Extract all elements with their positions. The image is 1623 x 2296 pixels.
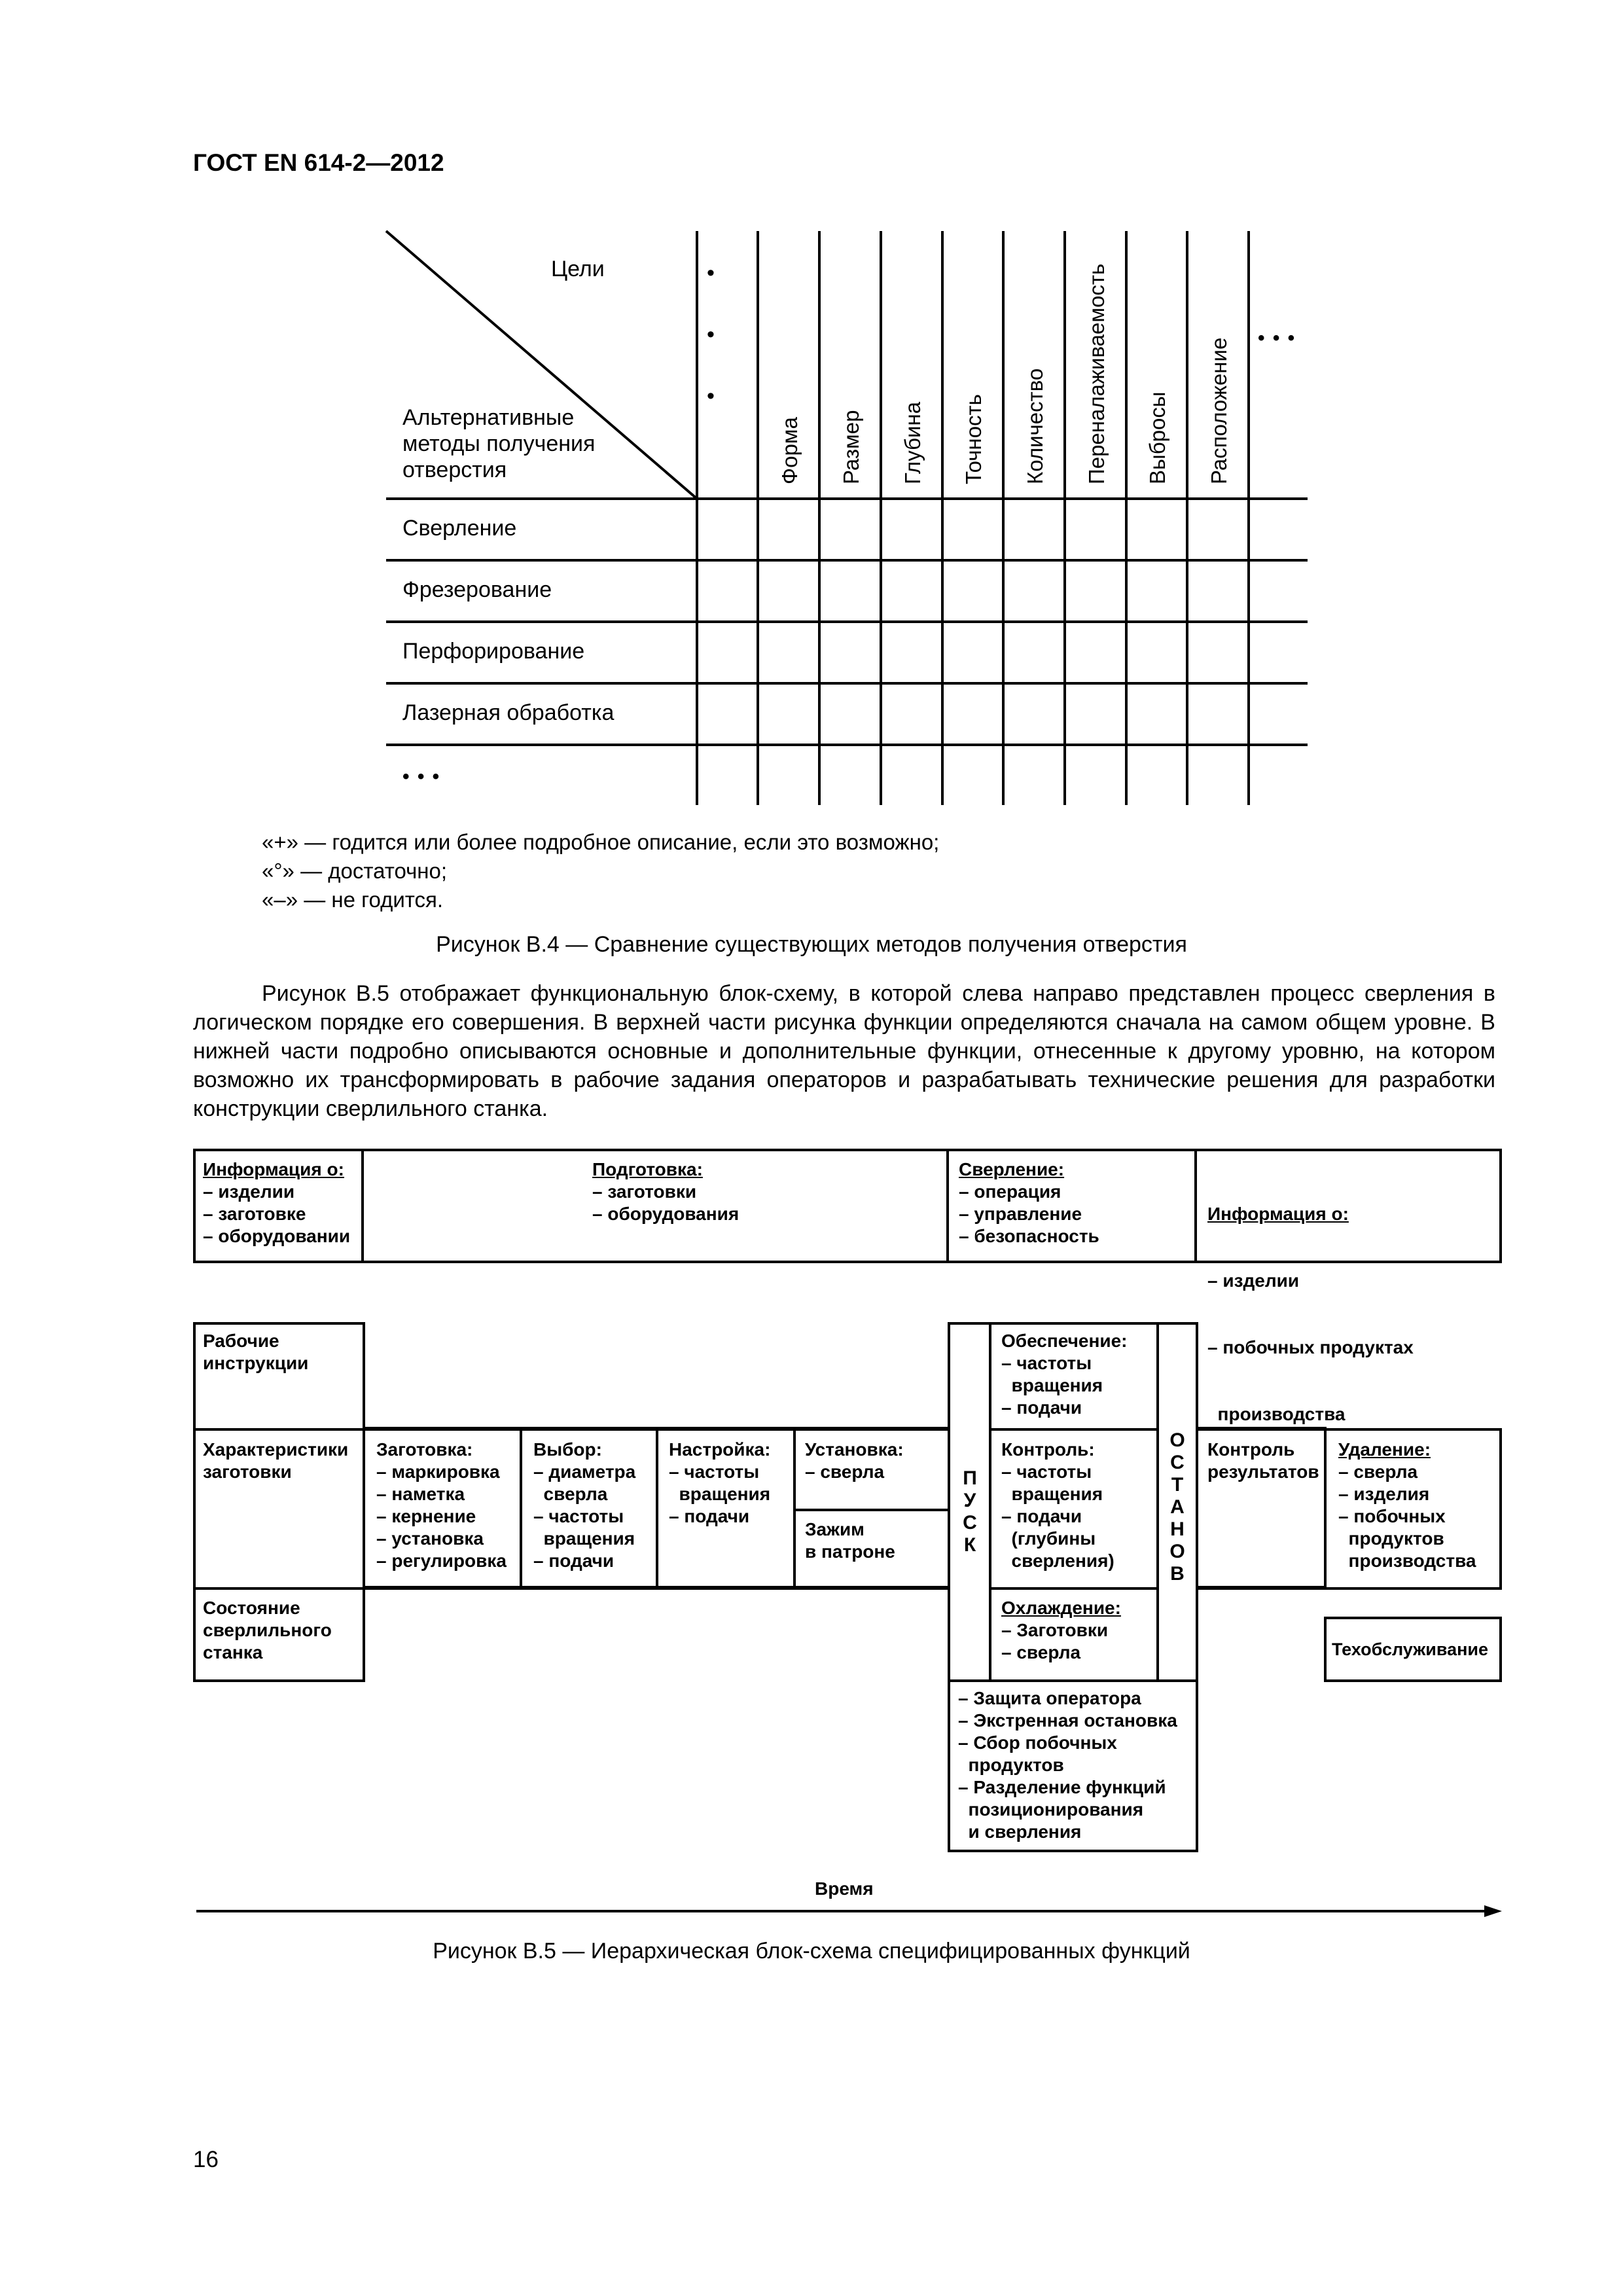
start-letter: С [963,1512,977,1534]
list-item: – изделии [203,1181,295,1202]
stop-letter: Н [1170,1518,1185,1540]
rows-ellipsis: • • • [402,766,441,787]
preparation-title: Подготовка: [592,1159,703,1179]
legend-degree: «°» — достаточно; [262,859,448,883]
document-header: ГОСТ EN 614-2—2012 [193,149,444,176]
stop-letter: О [1169,1541,1185,1562]
legend-plus: «+» — годится или более подробное описание, если это возможно; [262,830,940,854]
clamp-text: Зажим в патроне [805,1519,895,1562]
legend-minus: «–» — не годится. [262,888,444,912]
info-product-cell [203,1158,350,1247]
list-item: – оборудования [592,1204,740,1224]
column-header: Точность [961,394,986,484]
maintenance-text: Техобслуживание [1332,1640,1489,1659]
column-header: Глубина [901,401,925,484]
list-item: – операция [959,1181,1061,1202]
work-instructions-text: Рабочие инструкции [203,1331,309,1373]
result-check-text: Контроль результатов [1207,1439,1319,1482]
list-item: – управление [959,1204,1082,1224]
preparation-cell [592,1158,739,1225]
control-text: Контроль: – частоты вращения – подачи (глубины сверления) [1001,1439,1115,1571]
stop-letter: О [1169,1429,1185,1451]
row-label: Лазерная обработка [402,700,615,725]
list-item: – заготовке [203,1204,306,1224]
row-label: Перфорирование [402,639,585,664]
row-label: Фрезерование [402,577,552,602]
stop-letter: В [1170,1563,1185,1585]
alt-methods-line-2: методы получения [402,431,596,456]
figure-b5-caption: Рисунок В.5 — Иерархическая блок-схема специфицированных функций [433,1939,1190,1964]
cooling-title: Охлаждение: [1001,1598,1121,1618]
workpiece-line: заготовки [203,1462,292,1482]
removal-title: Удаление: [1338,1439,1431,1460]
list-item: – побочных продуктах [1207,1337,1414,1357]
removal-items: – сверла – изделия – побочных продуктов производства [1338,1462,1476,1571]
stop-label [1164,1429,1190,1585]
page-number: 16 [193,2147,219,2172]
machine-state-text: Состояние сверлильного станка [203,1598,332,1662]
supply-text: Обеспечение: – частоты вращения – подачи [1001,1331,1128,1418]
stop-letter: Т [1171,1474,1184,1496]
column-header: Размер [839,410,863,484]
workpiece-characteristics-text [203,1439,348,1483]
column-header: Расположение [1207,337,1231,484]
removal-cell [1338,1439,1476,1572]
list-item: – заготовки [592,1181,697,1202]
time-axis-label: Время [815,1878,874,1899]
dot: • [707,322,715,347]
list-item: производства [1207,1404,1346,1424]
info-byproducts-cell [1207,1158,1414,1448]
drilling-title: Сверление: [959,1159,1065,1179]
info-byproducts-title: Информация о: [1207,1204,1349,1224]
blank-prep-text: Заготовка: – маркировка – наметка – кернение – установка – регулировка [376,1439,507,1571]
cooling-cell [1001,1597,1121,1664]
alt-methods-line-3: отверстия [402,457,507,482]
start-letter: П [963,1467,977,1489]
column-header: Выбросы [1145,391,1169,484]
figure-b4-caption: Рисунок В.4 — Сравнение существующих методов получения отверстия [436,932,1187,957]
alt-methods-line-1: Альтернативные [402,405,575,430]
install-text: Установка: – сверла [805,1439,904,1482]
goals-label: Цели [551,257,605,281]
characteristics-line: Характеристики [203,1439,349,1460]
safety-text: – Защита оператора – Экстренная остановка – Сбор побочных продуктов – Разделение функций позиционирования и сверления [958,1688,1177,1842]
dot: • [707,260,715,285]
choice-text: Выбор: – диаметра сверла – частоты вращения – подачи [533,1439,636,1571]
start-letter: У [963,1490,976,1511]
row-label: Сверление [402,516,517,541]
start-letter: К [963,1534,976,1556]
columns-ellipsis: • • • [1258,327,1296,349]
list-item: – оборудовании [203,1226,351,1246]
paragraph-text: Рисунок В.5 отображает функциональную блок-схему, в которой слева направо представлен процесс сверления в логическом порядке его совершения. В верхней части рисунка функции определяются сначала на самом общем уровне. В нижней части подробно описываются основные и дополнительные функции, отнесенные к другому уровню, на котором возможно их трансформировать в рабочие задания операторов и разрабатывать технические решения для разработки конструкции сверлильного станка. [193,981,1495,1121]
info-product-title: Информация о: [203,1159,344,1179]
start-label [957,1467,983,1556]
stop-letter: С [1170,1452,1185,1473]
dot: • [707,384,715,408]
drilling-cell [959,1158,1099,1247]
column-header: Форма [777,417,802,484]
cooling-items: – Заготовки – сверла [1001,1620,1109,1662]
list-item: – изделии [1207,1270,1300,1291]
stop-letter: А [1170,1496,1185,1518]
setup-text: Настройка: – частоты вращения – подачи [669,1439,771,1526]
column-header: Переналаживаемость [1084,263,1109,484]
column-header: Количество [1023,368,1047,484]
list-item: – безопасность [959,1226,1099,1246]
